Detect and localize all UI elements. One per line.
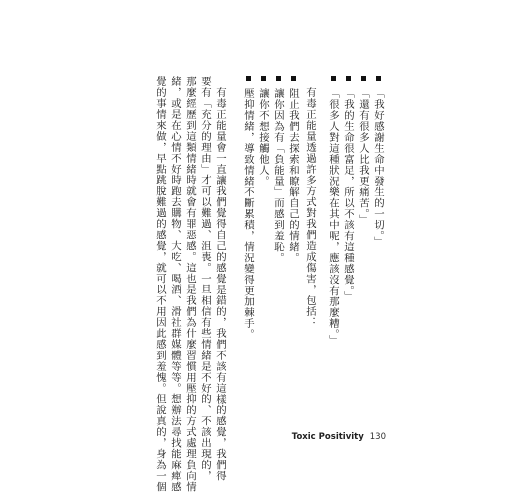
harm-text: 讓你因為有「負能量」而感到羞恥。 bbox=[272, 88, 284, 264]
harm-text: 阻止我們去探索和瞭解自己的情緒。 bbox=[287, 88, 299, 264]
harm-item bbox=[272, 76, 283, 263]
paragraph-line: 覺的事情來做，早點跳脫難過的感覺，就可以不用因此感到羞愧。但說真的，身為一個 bbox=[154, 76, 166, 493]
bullet-item bbox=[342, 76, 353, 302]
page-number: 130 bbox=[369, 432, 386, 442]
bullet-square-icon bbox=[291, 76, 296, 81]
paragraph-line: 有毒正能量會一直讓我們覺得自己的感覺是錯的，我們不該有這樣的感覺，我們得 bbox=[214, 87, 226, 482]
harm-item bbox=[287, 76, 298, 263]
page-footer bbox=[292, 432, 386, 442]
bullet-square-icon bbox=[261, 76, 266, 81]
bullet-item bbox=[357, 76, 368, 225]
bullet-text: 「我好感謝生命中發生的一切。」 bbox=[372, 88, 384, 248]
running-title: Toxic Positivity bbox=[291, 432, 364, 442]
bullet-item bbox=[327, 76, 338, 346]
bullet-square-icon bbox=[361, 76, 366, 81]
bullet-square-icon bbox=[276, 76, 281, 81]
bullet-text: 「我的生命很富足，所以不該有這種感覺。」 bbox=[342, 88, 354, 302]
bullet-text: 「還有很多人比我更痛苦。」 bbox=[357, 88, 369, 226]
harm-item bbox=[242, 76, 253, 340]
paragraph-line: 那麼經歷到這類情緒時就會有罪惡感。這也是我們為什麼習慣用壓抑的方式處理負向情 bbox=[184, 76, 196, 493]
harm-text: 讓你不想接觸他人。 bbox=[257, 88, 269, 187]
bullet-square-icon bbox=[346, 76, 351, 81]
bullet-text: 「很多人對這種狀況樂在其中呢，應該沒有那麼糟。」 bbox=[327, 88, 339, 346]
bullet-square-icon bbox=[331, 76, 336, 81]
intro-sentence: 有毒正能量透過許多方式對我們造成傷害，包括： bbox=[304, 87, 316, 328]
bullet-square-icon bbox=[246, 76, 251, 81]
paragraph-line: 緒，或是在心情不好時跑去購物、大吃、喝酒、滑社群媒體等等。想辦法尋找能麻痺感 bbox=[169, 76, 181, 493]
bullet-item bbox=[372, 76, 383, 247]
bullet-square-icon bbox=[376, 76, 381, 81]
harm-item bbox=[257, 76, 268, 187]
harm-text: 壓抑情緒，導致情緒不斷累積，情況變得更加棘手。 bbox=[242, 88, 254, 340]
paragraph-line: 要有「充分的理由」才可以難過、沮喪。一旦相信有些情緒是不好的、不該出現的， bbox=[199, 76, 211, 482]
